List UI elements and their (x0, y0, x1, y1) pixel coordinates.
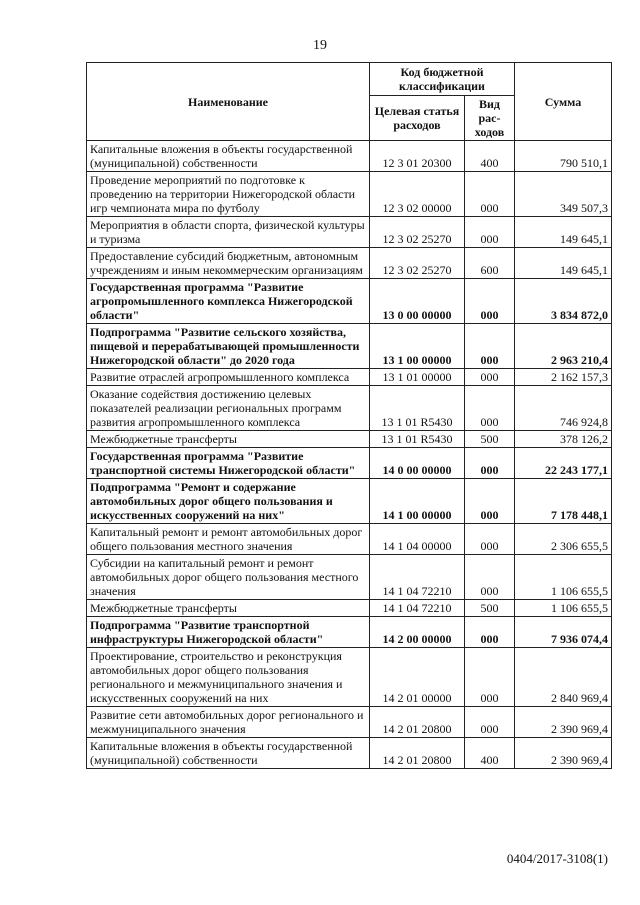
page-number: 19 (313, 38, 327, 53)
row-kind-cell: 000 (465, 448, 515, 479)
row-name-cell: Капитальные вложения в объекты государственной (муниципальной) собственности (87, 738, 370, 769)
header-name: Наименование (87, 63, 370, 141)
header-budget-code: Код бюджетной классификации (370, 63, 515, 96)
table-row (87, 648, 612, 707)
row-kind-cell: 000 (465, 369, 515, 386)
row-kind-cell: 000 (465, 617, 515, 648)
row-kind-cell: 000 (465, 217, 515, 248)
header-target-article: Целевая статья расходов (370, 96, 465, 141)
row-kind-cell: 500 (465, 600, 515, 617)
row-kind-cell: 500 (465, 431, 515, 448)
table-row (87, 141, 612, 172)
row-sum-cell: 2 306 655,5 (515, 524, 612, 555)
row-sum-cell: 2 840 969,4 (515, 648, 612, 707)
row-name-cell: Капитальные вложения в объекты государственной (муниципальной) собственности (87, 141, 370, 172)
row-sum-cell: 7 936 074,4 (515, 617, 612, 648)
table-row (87, 524, 612, 555)
row-code-cell: 14 2 01 00000 (370, 648, 465, 707)
row-sum-cell: 378 126,2 (515, 431, 612, 448)
row-sum-cell: 2 162 157,3 (515, 369, 612, 386)
row-sum-cell: 1 106 655,5 (515, 600, 612, 617)
row-name-cell: Государственная программа "Развитие агропромышленного комплекса Нижегородской области" (87, 279, 370, 324)
row-name-cell: Развитие сети автомобильных дорог регионального и межмуниципального значения (87, 707, 370, 738)
row-kind-cell: 600 (465, 248, 515, 279)
row-sum-cell: 1 106 655,5 (515, 555, 612, 600)
row-sum-cell: 2 963 210,4 (515, 324, 612, 369)
row-name-cell: Предоставление субсидий бюджетным, автономным учреждениям и иным некоммерческим организациям (87, 248, 370, 279)
row-name-cell: Подпрограмма "Ремонт и содержание автомобильных дорог общего пользования и искусственных сооружений на них" (87, 479, 370, 524)
table-row (87, 479, 612, 524)
table-row (87, 279, 612, 324)
row-sum-cell: 349 507,3 (515, 172, 612, 217)
row-code-cell: 13 0 00 00000 (370, 279, 465, 324)
row-code-cell: 14 1 00 00000 (370, 479, 465, 524)
row-code-cell: 14 2 01 20800 (370, 738, 465, 769)
row-kind-cell: 000 (465, 172, 515, 217)
row-name-cell: Подпрограмма "Развитие транспортной инфраструктуры Нижегородской области" (87, 617, 370, 648)
row-code-cell: 14 1 04 00000 (370, 524, 465, 555)
row-sum-cell: 149 645,1 (515, 248, 612, 279)
header-sum: Сумма (515, 63, 612, 141)
table-row (87, 707, 612, 738)
table-row (87, 172, 612, 217)
row-code-cell: 12 3 01 20300 (370, 141, 465, 172)
budget-table (86, 62, 612, 769)
table-row (87, 248, 612, 279)
row-code-cell: 13 1 01 R5430 (370, 431, 465, 448)
row-name-cell: Мероприятия в области спорта, физической культуры и туризма (87, 217, 370, 248)
row-kind-cell: 000 (465, 707, 515, 738)
row-kind-cell: 000 (465, 555, 515, 600)
document-code: 0404/2017-3108(1) (506, 851, 608, 866)
table-row (87, 555, 612, 600)
row-sum-cell: 746 924,8 (515, 386, 612, 431)
header-expense-type: Вид рас-ходов (465, 96, 515, 141)
row-sum-cell: 2 390 969,4 (515, 707, 612, 738)
row-name-cell: Государственная программа "Развитие транспортной системы Нижегородской области" (87, 448, 370, 479)
row-name-cell: Развитие отраслей агропромышленного комплекса (87, 369, 370, 386)
row-code-cell: 13 1 01 00000 (370, 369, 465, 386)
table-body (87, 141, 612, 769)
row-code-cell: 12 3 02 25270 (370, 217, 465, 248)
row-kind-cell: 000 (465, 324, 515, 369)
row-sum-cell: 2 390 969,4 (515, 738, 612, 769)
row-sum-cell: 149 645,1 (515, 217, 612, 248)
row-code-cell: 12 3 02 25270 (370, 248, 465, 279)
table-row (87, 369, 612, 386)
row-sum-cell: 790 510,1 (515, 141, 612, 172)
row-kind-cell: 000 (465, 524, 515, 555)
row-code-cell: 14 0 00 00000 (370, 448, 465, 479)
table-row (87, 617, 612, 648)
row-kind-cell: 000 (465, 479, 515, 524)
row-kind-cell: 400 (465, 141, 515, 172)
row-sum-cell: 7 178 448,1 (515, 479, 612, 524)
row-kind-cell: 400 (465, 738, 515, 769)
row-kind-cell: 000 (465, 386, 515, 431)
row-code-cell: 13 1 01 R5430 (370, 386, 465, 431)
table-row (87, 448, 612, 479)
table-row (87, 217, 612, 248)
table-row (87, 386, 612, 431)
table-row (87, 600, 612, 617)
row-code-cell: 14 2 00 00000 (370, 617, 465, 648)
row-kind-cell: 000 (465, 279, 515, 324)
table-row (87, 324, 612, 369)
row-sum-cell: 3 834 872,0 (515, 279, 612, 324)
row-name-cell: Межбюджетные трансферты (87, 600, 370, 617)
row-name-cell: Проектирование, строительство и реконструкция автомобильных дорог общего пользования регионального и межмуниципального значения и искусственных сооружений на них (87, 648, 370, 707)
row-name-cell: Оказание содействия достижению целевых показателей реализации региональных программ развития агропромышленного комплекса (87, 386, 370, 431)
row-kind-cell: 000 (465, 648, 515, 707)
row-code-cell: 12 3 02 00000 (370, 172, 465, 217)
table-row (87, 431, 612, 448)
row-sum-cell: 22 243 177,1 (515, 448, 612, 479)
row-code-cell: 13 1 00 00000 (370, 324, 465, 369)
row-code-cell: 14 1 04 72210 (370, 555, 465, 600)
row-name-cell: Межбюджетные трансферты (87, 431, 370, 448)
row-code-cell: 14 1 04 72210 (370, 600, 465, 617)
row-name-cell: Субсидии на капитальный ремонт и ремонт автомобильных дорог общего пользования местного значения (87, 555, 370, 600)
table-row (87, 738, 612, 769)
row-name-cell: Капитальный ремонт и ремонт автомобильных дорог общего пользования местного значения (87, 524, 370, 555)
row-name-cell: Подпрограмма "Развитие сельского хозяйства, пищевой и перерабатывающей промышленности Нижегородской области" до 2020 года (87, 324, 370, 369)
row-code-cell: 14 2 01 20800 (370, 707, 465, 738)
row-name-cell: Проведение мероприятий по подготовке к проведению на территории Нижегородской области игр чемпионата мира по футболу (87, 172, 370, 217)
